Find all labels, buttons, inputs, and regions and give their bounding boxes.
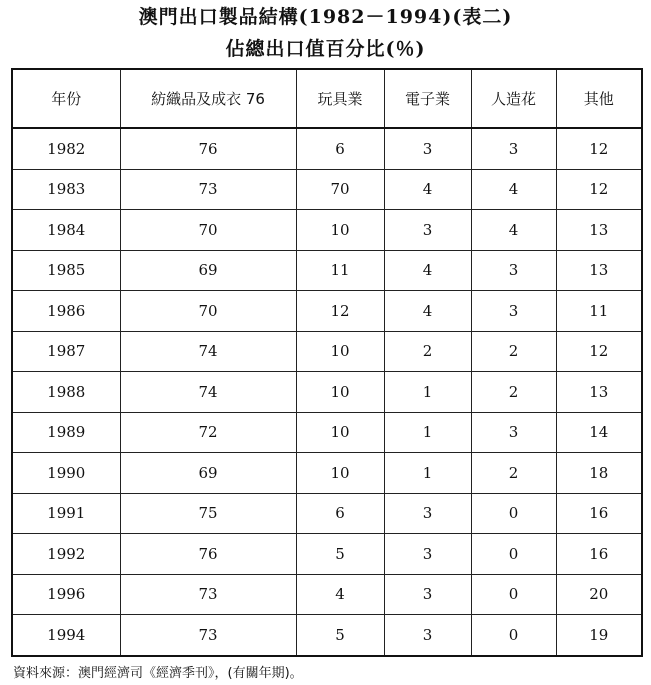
cell-electronics: 1 [384, 453, 471, 494]
cell-toys: 70 [296, 169, 384, 210]
header-toys: 玩具業 [296, 69, 384, 128]
cell-others: 12 [556, 169, 642, 210]
table-row [12, 372, 642, 413]
table-row [12, 250, 642, 291]
cell-electronics: 2 [384, 331, 471, 372]
cell-artificial-flowers: 2 [471, 453, 556, 494]
cell-toys: 12 [296, 291, 384, 332]
cell-artificial-flowers: 3 [471, 128, 556, 169]
cell-artificial-flowers: 2 [471, 372, 556, 413]
cell-textiles: 72 [120, 412, 296, 453]
cell-electronics: 3 [384, 128, 471, 169]
cell-toys: 5 [296, 615, 384, 656]
table-row [12, 128, 642, 169]
table-row [12, 291, 642, 332]
header-year: 年份 [12, 69, 120, 128]
header-textiles: 紡織品及成衣 76 [120, 69, 296, 128]
cell-others: 12 [556, 128, 642, 169]
table-row [12, 615, 642, 656]
cell-textiles: 73 [120, 169, 296, 210]
header-artificial-flowers: 人造花 [471, 69, 556, 128]
cell-toys: 4 [296, 574, 384, 615]
cell-others: 11 [556, 291, 642, 332]
cell-others: 12 [556, 331, 642, 372]
cell-year: 1991 [12, 493, 120, 534]
table-row [12, 210, 642, 251]
cell-textiles: 76 [120, 534, 296, 575]
table-header-row [12, 69, 642, 128]
cell-year: 1983 [12, 169, 120, 210]
cell-electronics: 4 [384, 291, 471, 332]
cell-electronics: 3 [384, 210, 471, 251]
cell-textiles: 75 [120, 493, 296, 534]
cell-textiles: 70 [120, 291, 296, 332]
cell-toys: 10 [296, 412, 384, 453]
cell-electronics: 4 [384, 250, 471, 291]
cell-electronics: 3 [384, 574, 471, 615]
export-structure-table [11, 68, 643, 657]
cell-others: 13 [556, 372, 642, 413]
table-row [12, 412, 642, 453]
cell-artificial-flowers: 4 [471, 210, 556, 251]
cell-year: 1994 [12, 615, 120, 656]
cell-year: 1996 [12, 574, 120, 615]
table-subtitle: 佔總出口值百分比(％) [225, 38, 426, 60]
table-title: 澳門出口製品結構(1982－1994)(表二) [138, 6, 513, 28]
cell-textiles: 76 [120, 128, 296, 169]
cell-textiles: 69 [120, 453, 296, 494]
table-row [12, 331, 642, 372]
table-row [12, 453, 642, 494]
cell-year: 1992 [12, 534, 120, 575]
cell-artificial-flowers: 2 [471, 331, 556, 372]
cell-year: 1986 [12, 291, 120, 332]
cell-textiles: 69 [120, 250, 296, 291]
cell-toys: 6 [296, 493, 384, 534]
cell-others: 16 [556, 493, 642, 534]
cell-artificial-flowers: 3 [471, 250, 556, 291]
table-row [12, 493, 642, 534]
cell-textiles: 74 [120, 331, 296, 372]
cell-year: 1982 [12, 128, 120, 169]
cell-others: 19 [556, 615, 642, 656]
cell-electronics: 3 [384, 615, 471, 656]
cell-others: 18 [556, 453, 642, 494]
cell-electronics: 3 [384, 493, 471, 534]
cell-textiles: 73 [120, 574, 296, 615]
cell-toys: 10 [296, 210, 384, 251]
header-electronics: 電子業 [384, 69, 471, 128]
cell-others: 13 [556, 250, 642, 291]
table-row [12, 169, 642, 210]
cell-others: 20 [556, 574, 642, 615]
table-row [12, 574, 642, 615]
cell-textiles: 74 [120, 372, 296, 413]
cell-year: 1989 [12, 412, 120, 453]
cell-artificial-flowers: 0 [471, 534, 556, 575]
cell-year: 1988 [12, 372, 120, 413]
source-note: 資料來源：澳門經濟司《經濟季刊》，(有關年期)。 [13, 666, 303, 681]
cell-artificial-flowers: 3 [471, 412, 556, 453]
cell-toys: 10 [296, 453, 384, 494]
cell-others: 13 [556, 210, 642, 251]
cell-artificial-flowers: 0 [471, 615, 556, 656]
cell-year: 1987 [12, 331, 120, 372]
cell-others: 16 [556, 534, 642, 575]
cell-year: 1990 [12, 453, 120, 494]
cell-artificial-flowers: 0 [471, 574, 556, 615]
header-others: 其他 [556, 69, 642, 128]
cell-year: 1985 [12, 250, 120, 291]
cell-year: 1984 [12, 210, 120, 251]
cell-toys: 11 [296, 250, 384, 291]
cell-toys: 5 [296, 534, 384, 575]
cell-textiles: 70 [120, 210, 296, 251]
cell-artificial-flowers: 3 [471, 291, 556, 332]
cell-electronics: 3 [384, 534, 471, 575]
cell-others: 14 [556, 412, 642, 453]
cell-toys: 6 [296, 128, 384, 169]
cell-artificial-flowers: 4 [471, 169, 556, 210]
cell-artificial-flowers: 0 [471, 493, 556, 534]
table-row [12, 534, 642, 575]
cell-textiles: 73 [120, 615, 296, 656]
cell-toys: 10 [296, 372, 384, 413]
cell-electronics: 1 [384, 412, 471, 453]
cell-electronics: 4 [384, 169, 471, 210]
cell-toys: 10 [296, 331, 384, 372]
cell-electronics: 1 [384, 372, 471, 413]
